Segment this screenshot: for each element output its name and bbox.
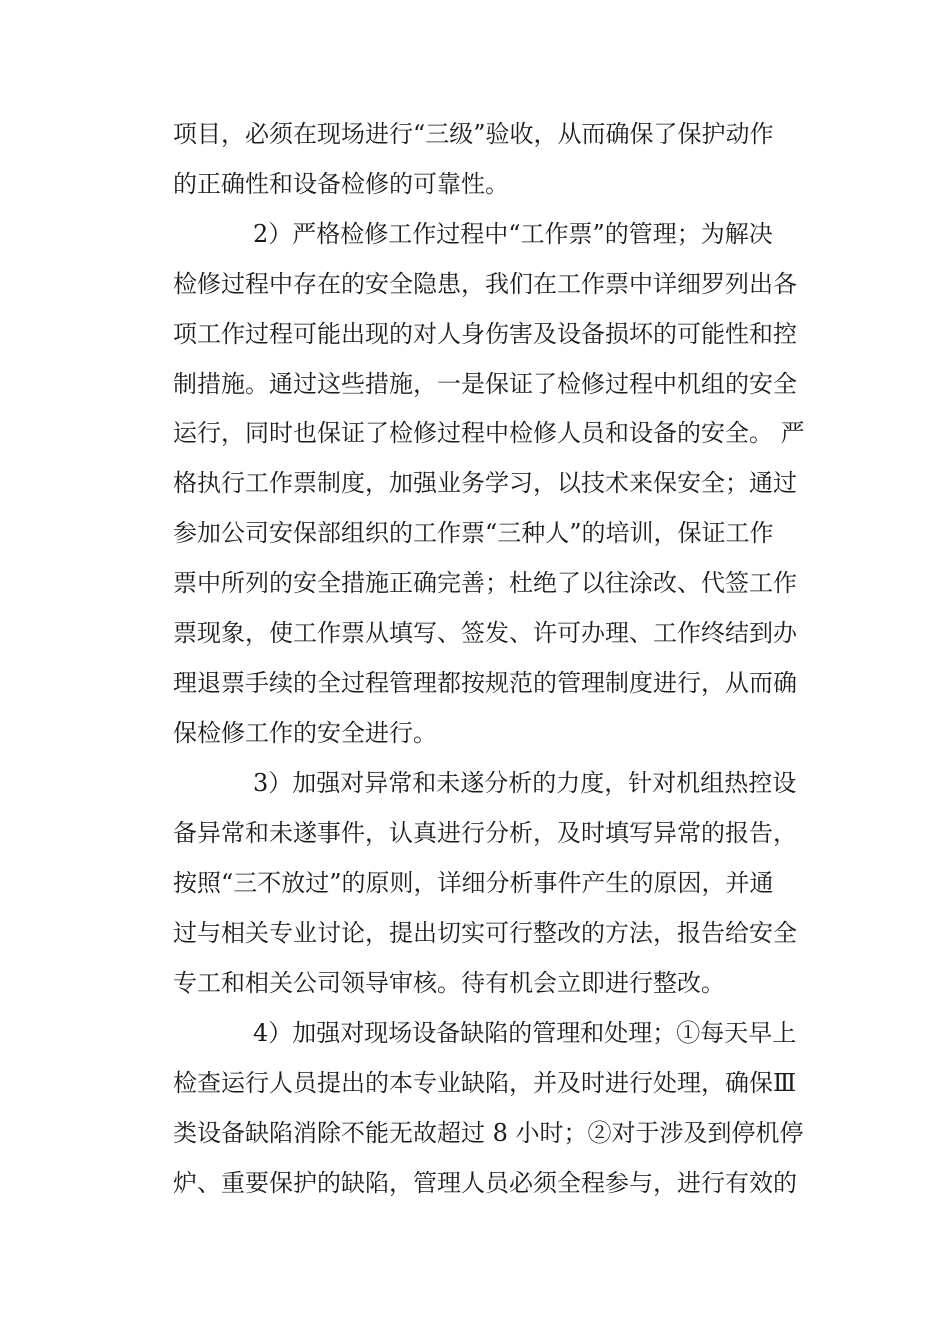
text-line: 运行，同时也保证了检修过程中检修人员和设备的安全。 严 <box>173 419 805 447</box>
text-line: 票现象，使工作票从填写、签发、许可办理、工作终结到办 <box>173 619 797 647</box>
text-line: 项工作过程可能出现的对人身伤害及设备损坏的可能性和控 <box>173 320 797 348</box>
text-line: 检查运行人员提出的本专业缺陷，并及时进行处理，确保Ⅲ <box>173 1069 797 1097</box>
text-line: 炉、重要保护的缺陷，管理人员必须全程参与，进行有效的 <box>173 1169 797 1197</box>
text-line: 理退票手续的全过程管理都按规范的管理制度进行，从而确 <box>173 669 797 697</box>
text-line: 按照“三不放过”的原则，详细分析事件产生的原因，并通 <box>173 869 774 897</box>
paragraph-2-start: 2）严格检修工作过程中“工作票”的管理；为解决 <box>253 220 773 248</box>
text-line: 备异常和未遂事件，认真进行分析，及时填写异常的报告， <box>173 819 797 847</box>
text-line: 参加公司安保部组织的工作票“三种人”的培训，保证工作 <box>173 519 774 547</box>
paragraph-4-start: 4）加强对现场设备缺陷的管理和处理；①每天早上 <box>253 1019 797 1047</box>
text-line: 格执行工作票制度，加强业务学习，以技术来保安全；通过 <box>173 469 797 497</box>
text-line: 的正确性和设备检修的可靠性。 <box>173 170 509 198</box>
text-line: 检修过程中存在的安全隐患，我们在工作票中详细罗列出各 <box>173 270 797 298</box>
text-line: 票中所列的安全措施正确完善；杜绝了以往涂改、代签工作 <box>173 569 797 597</box>
paragraph-3-start: 3）加强对异常和未遂分析的力度，针对机组热控设 <box>253 769 797 797</box>
text-line: 过与相关专业讨论，提出切实可行整改的方法，报告给安全 <box>173 919 797 947</box>
text-line: 保检修工作的安全进行。 <box>173 719 437 747</box>
text-line: 制措施。通过这些措施，一是保证了检修过程中机组的安全 <box>173 370 797 398</box>
text-line: 类设备缺陷消除不能无故超过 8 小时；②对于涉及到停机停 <box>173 1119 804 1147</box>
text-line: 专工和相关公司领导审核。待有机会立即进行整改。 <box>173 969 725 997</box>
text-line: 项目，必须在现场进行“三级”验收，从而确保了保护动作 <box>173 120 774 148</box>
